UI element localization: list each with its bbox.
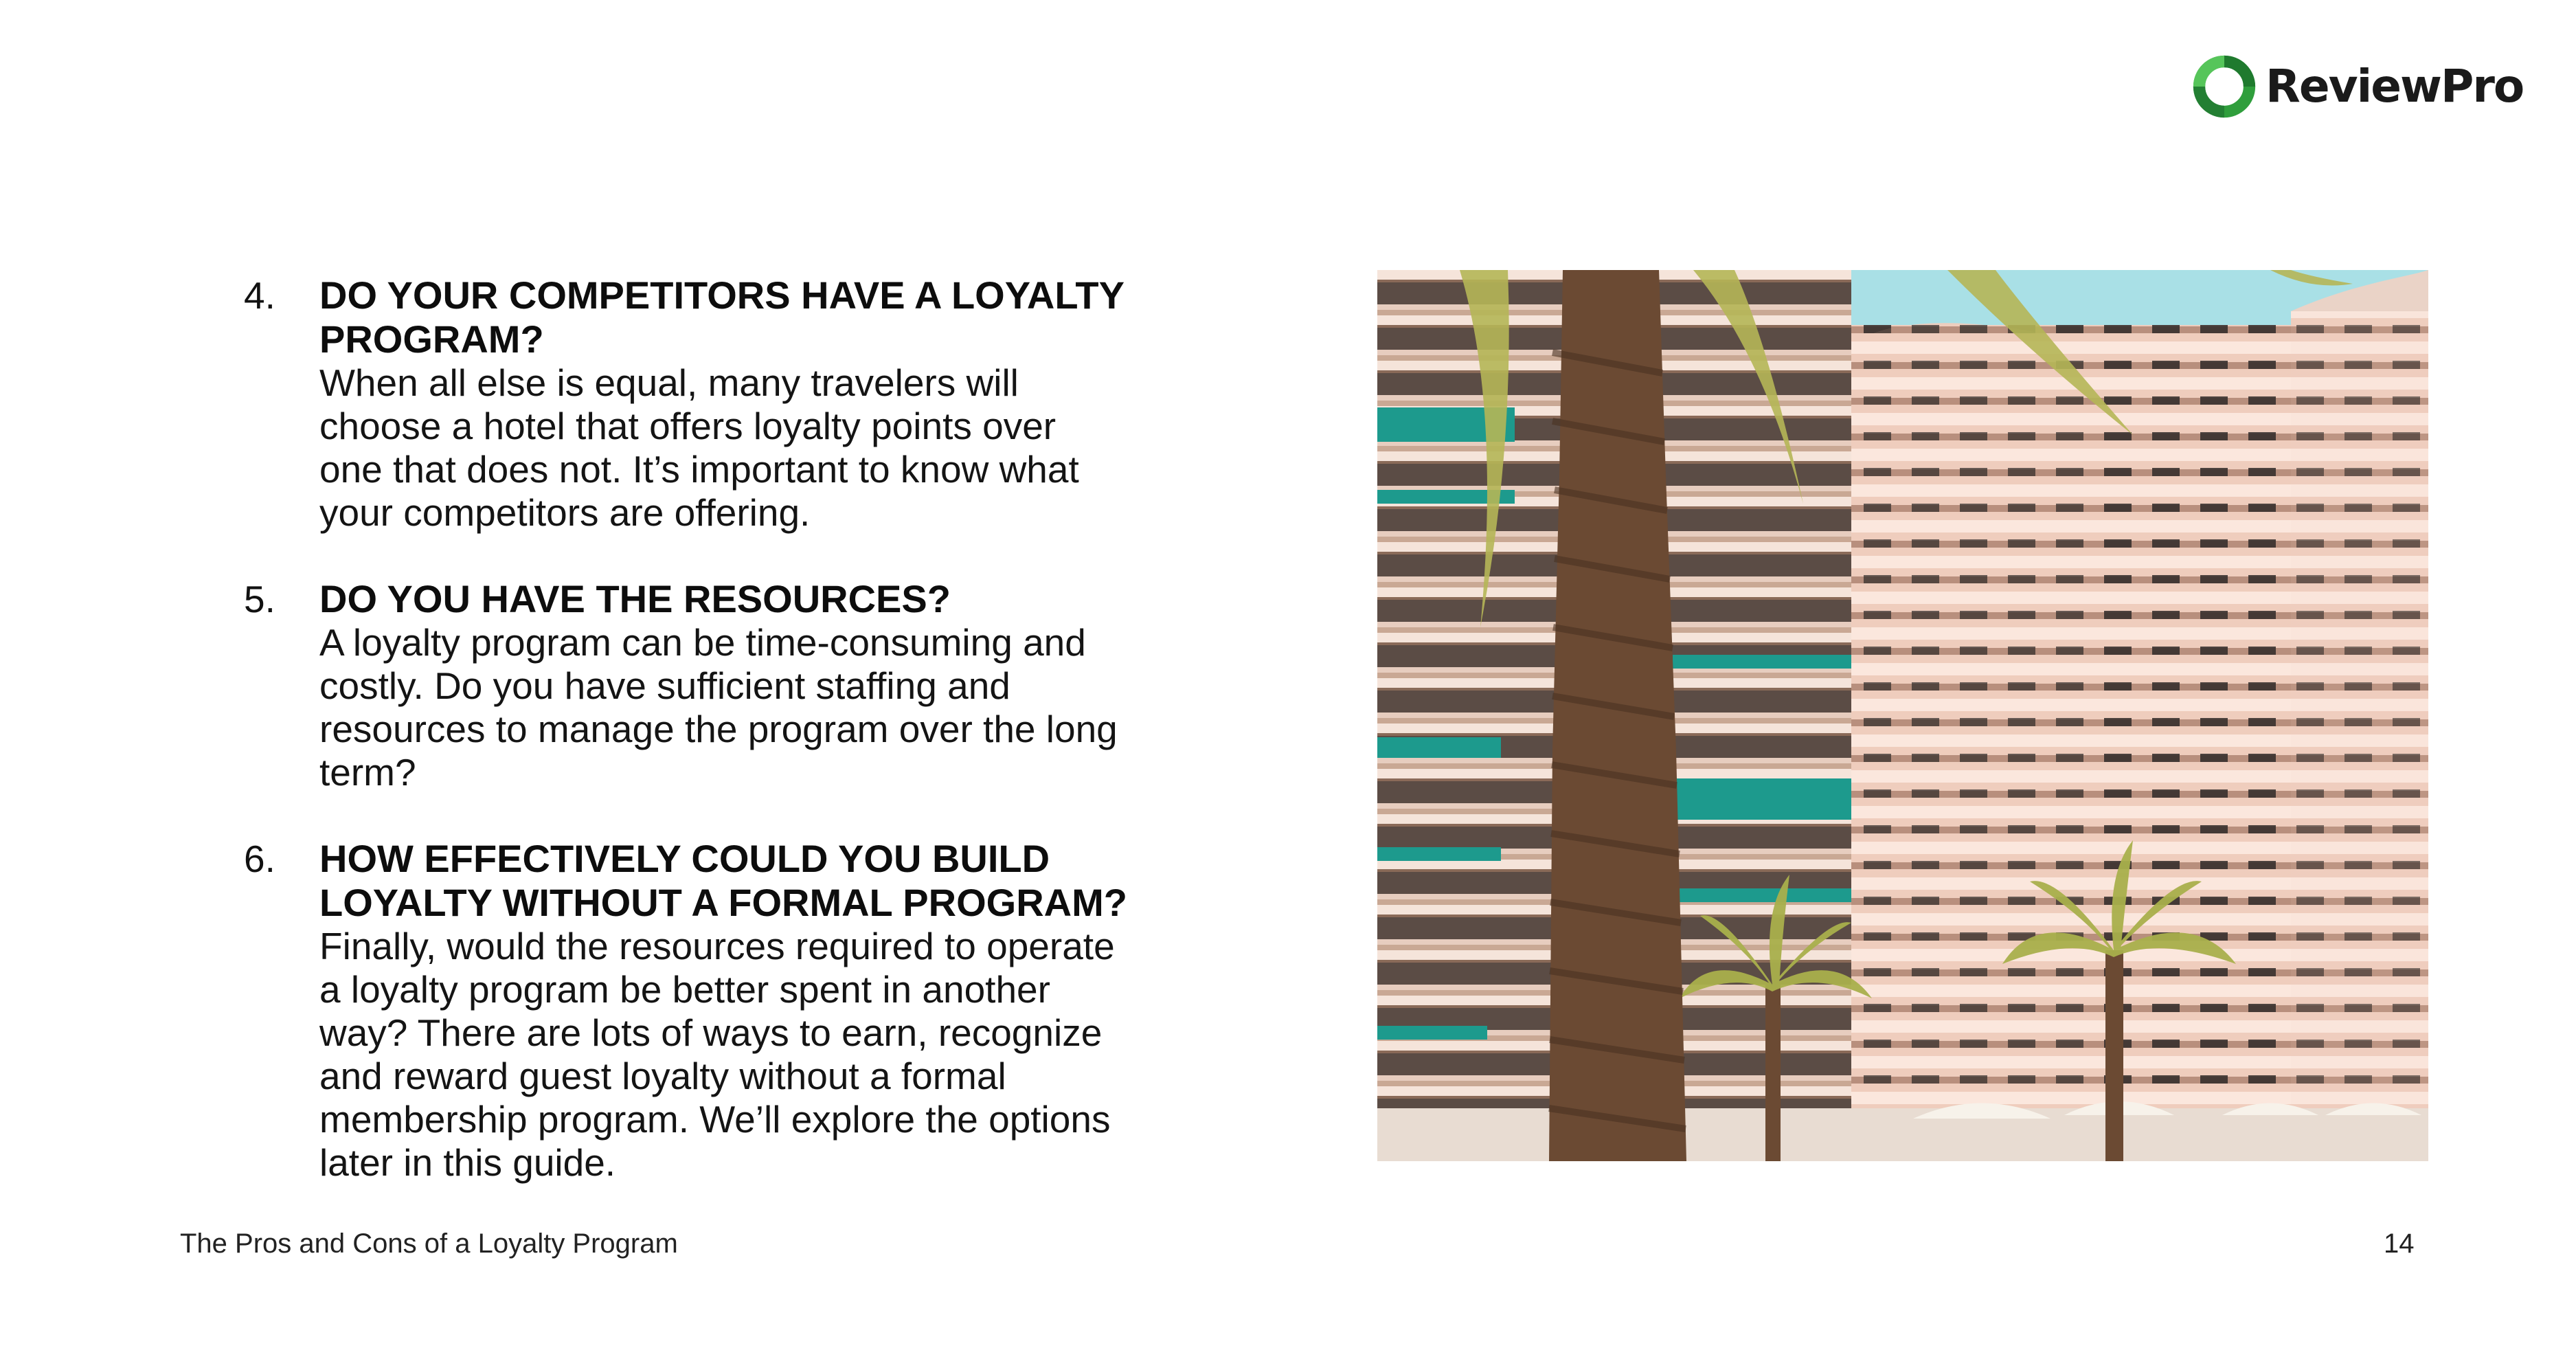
palm-trunk-small [1765, 985, 1781, 1161]
footer-document-title: The Pros and Cons of a Loyalty Program [180, 1229, 678, 1259]
list-item [244, 837, 1254, 1185]
item-body-line: your competitors are offering. [319, 491, 811, 534]
item-body-line: A loyalty program can be time-consuming and [319, 621, 1086, 664]
hotel-palm-illustration [1377, 270, 2428, 1161]
item-body-line: one that does not. It’s important to know what [319, 448, 1079, 491]
page-number: 14 [2384, 1229, 2415, 1259]
palm-trunk-small [2105, 950, 2123, 1161]
hotel-photo [1377, 270, 2428, 1161]
reviewpro-logo [2191, 54, 2523, 120]
item-heading-line: DO YOUR COMPETITORS HAVE A LOYALTY [319, 273, 1125, 317]
item-heading-line: HOW EFFECTIVELY COULD YOU BUILD [319, 837, 1050, 880]
item-body-line: When all else is equal, many travelers will [319, 361, 1019, 404]
item-body-line: resources to manage the program over the long [319, 708, 1118, 750]
list-item [244, 577, 1254, 794]
item-body-line: Finally, would the resources required to operate [319, 925, 1115, 967]
item-body-line: term? [319, 751, 416, 794]
item-heading-line: LOYALTY WITHOUT A FORMAL PROGRAM? [319, 881, 1127, 924]
item-body-line: choose a hotel that offers loyalty points over [319, 405, 1057, 447]
brand-name: ReviewPro [2266, 60, 2524, 113]
item-body-line: costly. Do you have sufficient staffing and [319, 664, 1010, 707]
list-item [244, 273, 1254, 535]
item-body-line: membership program. We’ll explore the options [319, 1098, 1111, 1141]
item-number: 5. [244, 578, 275, 620]
item-heading-line: PROGRAM? [319, 317, 544, 361]
item-body-line: and reward guest loyalty without a formal [319, 1055, 1006, 1097]
item-body-line: way? There are lots of ways to earn, recognize [319, 1011, 1103, 1054]
item-body-line: later in this guide. [319, 1141, 616, 1184]
considerations-list [244, 273, 1254, 1227]
item-number: 6. [244, 838, 275, 880]
item-number: 4. [244, 274, 275, 317]
item-heading-line: DO YOU HAVE THE RESOURCES? [319, 577, 951, 620]
item-body-line: a loyalty program be better spent in another [319, 968, 1050, 1011]
reviewpro-ring-icon [2191, 54, 2257, 120]
